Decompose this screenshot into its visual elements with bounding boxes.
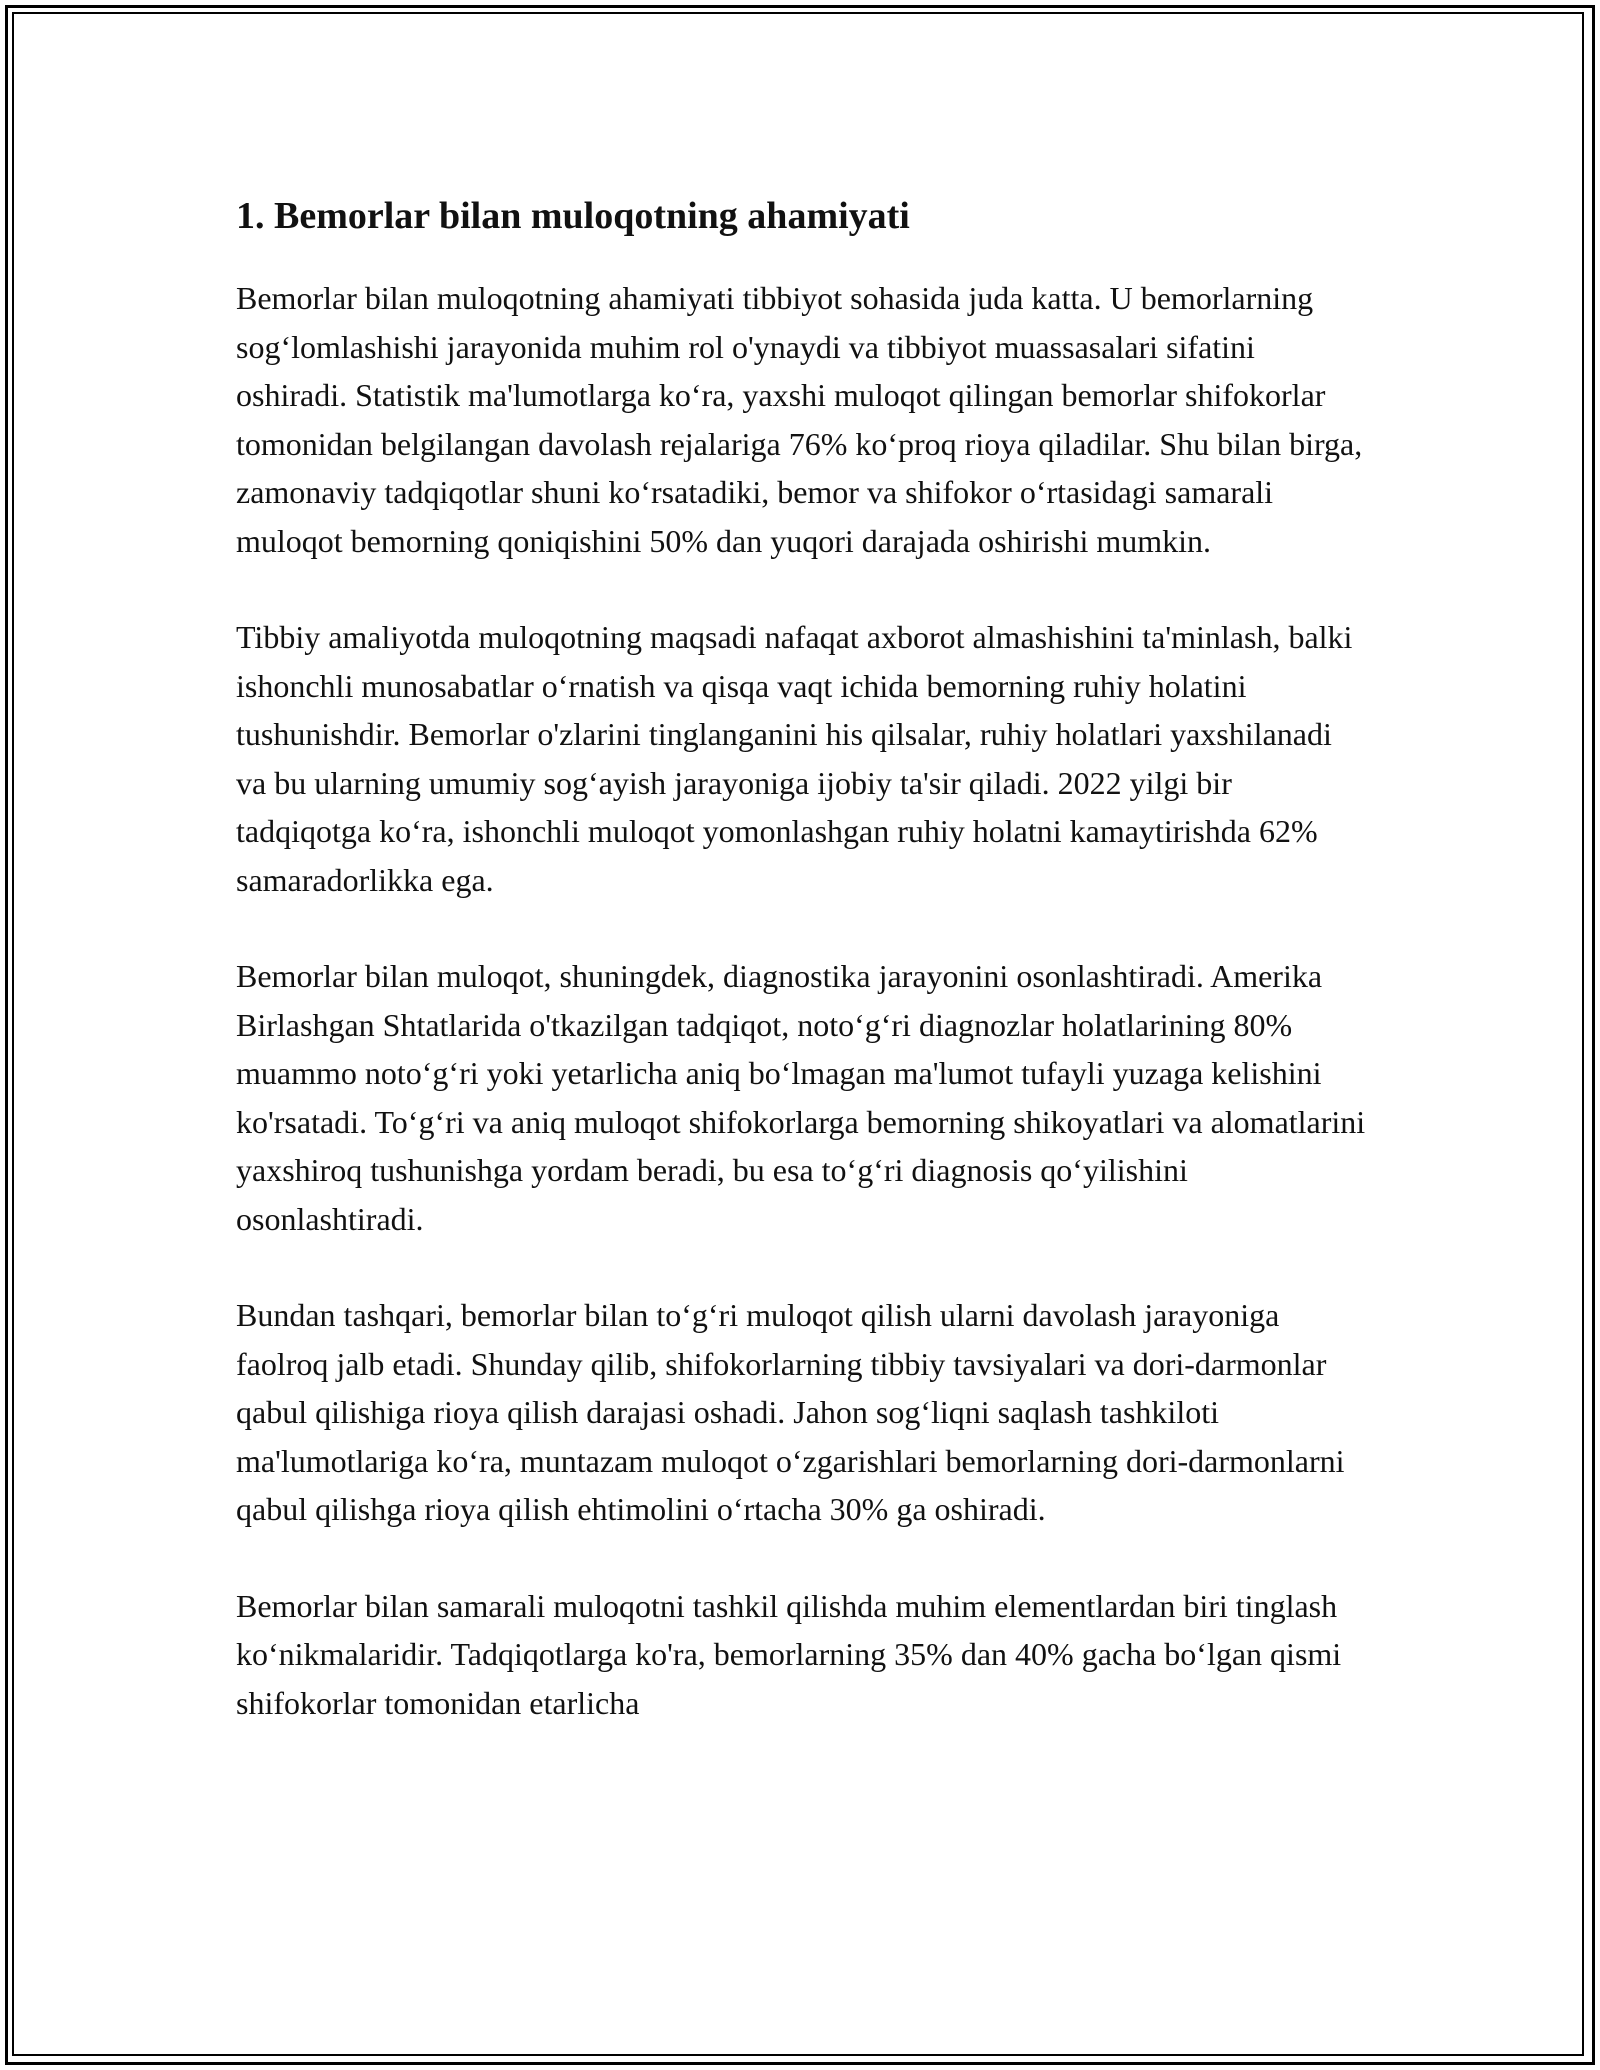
section-heading: 1. Bemorlar bilan muloqotning ahamiyati [236,195,910,237]
paragraph-3: Bemorlar bilan muloqot, shuningdek, diagnostika jarayonini osonlashtiradi. Amerika Birlashgan Shtatlarida o'tkazilgan tadqiqot, noto‘g‘ri diagnozlar holatlarining 80% muammo noto‘g‘ri yoki yetarlicha aniq bo‘lmagan ma'lumot tufayli yuzaga kelishini ko'rsatadi. To‘g‘ri va aniq muloqot shifokorlarga bemorning shikoyatlari va alomatlarini yaxshiroq tushunishga yordam beradi, bu esa to‘g‘ri diagnosis qo‘yilishini osonlashtiradi. [236,958,1366,1237]
paragraph-5: Bemorlar bilan samarali muloqotni tashkil qilishda muhim elementlardan biri tinglash ko‘nikmalaridir. Tadqiqotlarga ko'ra, bemorlarning 35% dan 40% gacha bo‘lgan qismi shifokorlar tomonidan etarlicha [236,1587,1342,1721]
paragraph-4: Bundan tashqari, bemorlar bilan to‘g‘ri muloqot qilish ularni davolash jarayoniga faolroq jalb etadi. Shunday qilib, shifokorlarning tibbiy tavsiyalari va dori-darmonlar qabul qilishiga rioya qilish darajasi oshadi. Jahon sog‘liqni saqlash tashkiloti ma'lumotlariga ko‘ra, muntazam muloqot o‘zgarishlari bemorlarning dori-darmonlarni qabul qilishga rioya qilish ehtimolini o‘rtacha 30% ga oshiradi. [236,1297,1345,1527]
document-body [236,180,1366,1775]
paragraph-1: Bemorlar bilan muloqotning ahamiyati tibbiyot sohasida juda katta. U bemorlarning sog‘lomlashishi jarayonida muhim rol o'ynaydi va tibbiyot muassasalari sifatini oshiradi. Statistik ma'lumotlarga ko‘ra, yaxshi muloqot qilingan bemorlar shifokorlar tomonidan belgilangan davolash rejalariga 76% ko‘proq rioya qiladilar. Shu bilan birga, zamonaviy tadqiqotlar shuni ko‘rsatadiki, bemor va shifokor o‘rtasidagi samarali muloqot bemorning qoniqishini 50% dan yuqori darajada oshirishi mumkin. [236,280,1363,559]
paragraph-2: Tibbiy amaliyotda muloqotning maqsadi nafaqat axborot almashishini ta'minlash, balki ishonchli munosabatlar o‘rnatish va qisqa vaqt ichida bemorning ruhiy holatini tushunishdir. Bemorlar o'zlarini tinglanganini his qilsalar, ruhiy holatlari yaxshilanadi va bu ularning umumiy sog‘ayish jarayoniga ijobiy ta'sir qiladi. 2022 yilgi bir tadqiqotga ko‘ra, ishonchli muloqot yomonlashgan ruhiy holatni kamaytirishda 62% samaradorlikka ega. [236,619,1353,898]
